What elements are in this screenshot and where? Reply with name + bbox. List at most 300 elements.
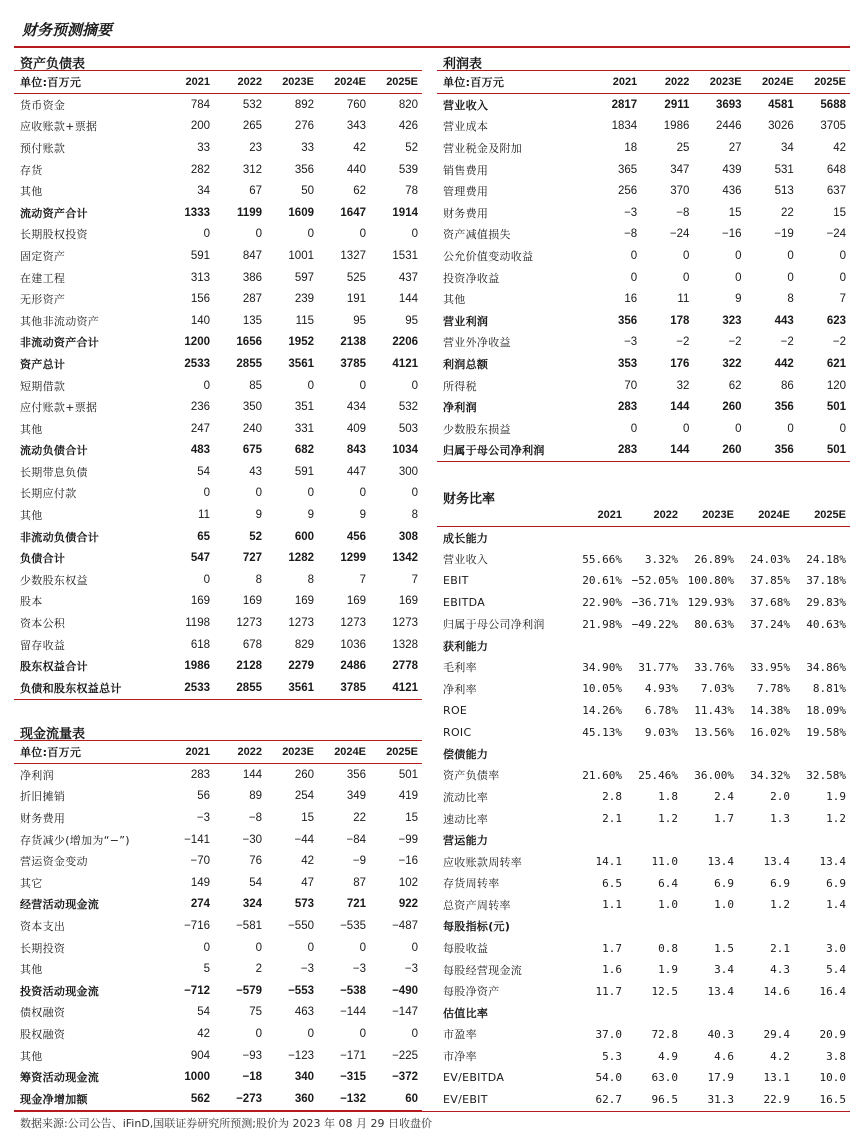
row-value: 2817 bbox=[611, 98, 638, 111]
row-value: 531 bbox=[774, 163, 794, 176]
row-value: 96.5 bbox=[651, 1092, 678, 1106]
table-row bbox=[14, 94, 422, 116]
row-value: 2128 bbox=[236, 660, 262, 673]
row-value bbox=[794, 1002, 850, 1024]
row-value: −16 bbox=[722, 228, 742, 241]
row-value: 20.9 bbox=[819, 1027, 846, 1041]
row-value: 322 bbox=[722, 357, 742, 370]
row-value: 14.1 bbox=[595, 855, 622, 869]
row-value: 8 bbox=[307, 573, 314, 586]
row-value: 1000 bbox=[184, 1071, 210, 1084]
row-value: −538 bbox=[340, 984, 366, 997]
row-value: 31.77% bbox=[638, 660, 678, 674]
row-value: 2138 bbox=[340, 336, 366, 349]
section-row bbox=[437, 916, 850, 938]
year-header: 2024E bbox=[318, 71, 370, 94]
table-row bbox=[14, 1045, 422, 1067]
row-value: 0 bbox=[630, 249, 638, 262]
row-value: 37.0 bbox=[595, 1027, 622, 1041]
row-value: 300 bbox=[398, 465, 418, 478]
row-value: −30 bbox=[242, 833, 262, 846]
row-value: 1328 bbox=[392, 638, 418, 651]
row-value: 19.58% bbox=[806, 725, 846, 739]
row-value: 23 bbox=[249, 141, 262, 154]
row-value: 0 bbox=[359, 941, 366, 954]
row-value: 351 bbox=[294, 401, 314, 414]
row-label: 少数股东权益 bbox=[20, 573, 88, 587]
row-value: 254 bbox=[294, 790, 314, 803]
row-value: 1.1 bbox=[602, 898, 622, 912]
table-row bbox=[437, 937, 850, 959]
row-label: 每股净资产 bbox=[443, 985, 500, 999]
row-value: 50 bbox=[301, 185, 314, 198]
row-value: 95 bbox=[353, 314, 366, 327]
row-value: 0 bbox=[359, 379, 366, 392]
table-row bbox=[437, 116, 850, 138]
row-value: 37.24% bbox=[750, 617, 790, 631]
table-row bbox=[437, 678, 850, 700]
ratios-panel bbox=[437, 484, 850, 1110]
column-header-row bbox=[437, 504, 850, 527]
row-label: 负债和股东权益总计 bbox=[14, 677, 162, 699]
row-label: 无形资产 bbox=[20, 293, 66, 307]
row-value: 2446 bbox=[715, 120, 742, 133]
table-row bbox=[14, 655, 422, 677]
table-row bbox=[437, 786, 850, 808]
row-value: 1986 bbox=[663, 120, 690, 133]
row-value: 260 bbox=[722, 401, 742, 414]
income-statement-table bbox=[437, 71, 850, 462]
row-value: 356 bbox=[294, 163, 314, 176]
row-label: EBIT bbox=[443, 574, 469, 588]
row-value: 22.9 bbox=[763, 1092, 790, 1106]
row-value: 3.8 bbox=[826, 1049, 846, 1063]
row-value: 434 bbox=[346, 401, 366, 414]
row-value: 200 bbox=[190, 120, 210, 133]
row-label: 总资产周转率 bbox=[443, 898, 511, 912]
row-value bbox=[682, 1002, 738, 1024]
table-row bbox=[14, 1002, 422, 1024]
row-value: −9 bbox=[352, 855, 366, 868]
row-value: 2.0 bbox=[770, 790, 790, 804]
row-value: 3785 bbox=[318, 677, 370, 699]
row-label: 财务费用 bbox=[443, 206, 489, 220]
row-value: 7 bbox=[839, 293, 846, 306]
row-value: 2778 bbox=[392, 660, 418, 673]
table-row bbox=[437, 180, 850, 202]
row-label: 归属于母公司净利润 bbox=[437, 440, 589, 462]
row-value: 760 bbox=[346, 98, 366, 111]
row-value: 36.00% bbox=[694, 768, 734, 782]
row-value: 3705 bbox=[820, 120, 846, 133]
row-value: 1.0 bbox=[658, 898, 678, 912]
year-header: 2023E bbox=[693, 71, 745, 94]
section-row bbox=[437, 1002, 850, 1024]
row-value: 13.56% bbox=[694, 725, 734, 739]
row-value: 2279 bbox=[288, 660, 314, 673]
row-value: 32.58% bbox=[806, 768, 846, 782]
row-value: −490 bbox=[392, 984, 418, 997]
row-label: 债权融资 bbox=[20, 1006, 66, 1020]
row-value: 1.4 bbox=[826, 898, 846, 912]
row-value: 80.63% bbox=[694, 617, 734, 631]
row-value: 33 bbox=[301, 141, 314, 154]
row-value: 236 bbox=[190, 401, 210, 414]
row-value: 539 bbox=[398, 163, 418, 176]
row-value: 0 bbox=[359, 487, 366, 500]
row-value: −716 bbox=[184, 919, 210, 932]
row-value: 440 bbox=[346, 163, 366, 176]
row-value: 144 bbox=[641, 440, 693, 462]
row-value: 323 bbox=[722, 314, 742, 327]
row-label: 管理费用 bbox=[443, 185, 489, 199]
row-value: 313 bbox=[190, 271, 210, 284]
row-value: 0 bbox=[787, 271, 794, 284]
row-value: −579 bbox=[236, 984, 262, 997]
row-value: 3785 bbox=[340, 357, 366, 370]
row-value bbox=[570, 829, 626, 851]
row-value: 13.4 bbox=[707, 984, 734, 998]
row-value: 892 bbox=[294, 98, 314, 111]
row-value: 525 bbox=[346, 271, 366, 284]
row-value: 52 bbox=[249, 530, 262, 543]
table-row bbox=[14, 1066, 422, 1088]
table-row bbox=[437, 592, 850, 614]
table-row bbox=[437, 765, 850, 787]
row-value: 409 bbox=[346, 422, 366, 435]
row-label: 毛利率 bbox=[443, 661, 477, 675]
row-value: 591 bbox=[294, 465, 314, 478]
row-label: 其他 bbox=[20, 963, 43, 977]
row-value: 3693 bbox=[715, 98, 742, 111]
row-value: 0 bbox=[255, 487, 262, 500]
table-row bbox=[14, 353, 422, 375]
row-value bbox=[626, 635, 682, 657]
row-label: 其他 bbox=[20, 422, 43, 436]
row-value: 1001 bbox=[288, 249, 314, 262]
row-value: 0 bbox=[359, 228, 366, 241]
year-header: 2023E bbox=[682, 504, 738, 527]
row-value: 10.05% bbox=[582, 682, 622, 696]
row-value: 11.7 bbox=[595, 984, 622, 998]
table-row bbox=[437, 94, 850, 116]
row-value: 4.2 bbox=[770, 1049, 790, 1063]
row-value: 4.3 bbox=[770, 963, 790, 977]
row-value bbox=[682, 635, 738, 657]
table-row bbox=[14, 461, 422, 483]
row-value: 1273 bbox=[340, 617, 366, 630]
row-value: 13.1 bbox=[763, 1071, 790, 1085]
row-value: 0 bbox=[787, 422, 794, 435]
row-value: 2.4 bbox=[714, 790, 734, 804]
table-row bbox=[14, 202, 422, 224]
table-row bbox=[14, 418, 422, 440]
row-value: 1834 bbox=[611, 120, 638, 133]
row-value: 33.76% bbox=[694, 660, 734, 674]
year-header: 2024E bbox=[318, 741, 370, 764]
row-value: −535 bbox=[340, 919, 366, 932]
row-value: 191 bbox=[346, 293, 366, 306]
row-value: 144 bbox=[242, 768, 262, 781]
row-value: 356 bbox=[618, 314, 638, 327]
row-value: −147 bbox=[392, 1006, 418, 1019]
row-label: 公允价值变动收益 bbox=[443, 249, 534, 263]
row-value: 8 bbox=[255, 573, 262, 586]
row-value bbox=[738, 1002, 794, 1024]
row-value: 2911 bbox=[664, 98, 690, 111]
row-value bbox=[794, 527, 850, 549]
row-label: 其他 bbox=[20, 1049, 43, 1063]
row-value: 29.4 bbox=[763, 1027, 790, 1041]
year-header: 2022 bbox=[626, 504, 682, 527]
row-value: −315 bbox=[340, 1071, 366, 1084]
row-value: 239 bbox=[294, 293, 314, 306]
row-value: 2533 bbox=[184, 357, 210, 370]
table-row bbox=[14, 504, 422, 526]
year-header: 2024E bbox=[738, 504, 794, 527]
year-header: 2025E bbox=[370, 741, 422, 764]
row-value: 0 bbox=[203, 941, 210, 954]
row-value: 149 bbox=[190, 876, 210, 889]
row-value: 115 bbox=[295, 314, 314, 327]
row-value bbox=[682, 916, 738, 938]
row-label: 估值比率 bbox=[443, 1006, 489, 1020]
row-value: 922 bbox=[398, 898, 418, 911]
row-value: 439 bbox=[722, 163, 742, 176]
row-value: 7 bbox=[411, 573, 418, 586]
row-value: 0 bbox=[307, 941, 314, 954]
row-value: 1198 bbox=[185, 617, 210, 630]
table-row bbox=[437, 959, 850, 981]
row-label: 长期投资 bbox=[20, 941, 66, 955]
row-value: 29.83% bbox=[806, 596, 846, 610]
row-value bbox=[738, 829, 794, 851]
unit-label: 单位:百万元 bbox=[14, 71, 162, 94]
row-value: 1273 bbox=[392, 617, 418, 630]
table-row bbox=[14, 894, 422, 916]
row-value: 0 bbox=[307, 379, 314, 392]
row-value: 4121 bbox=[392, 357, 418, 370]
row-value: 283 bbox=[589, 440, 641, 462]
row-value: 0 bbox=[307, 228, 314, 241]
table-row bbox=[14, 786, 422, 808]
row-value: 4121 bbox=[370, 677, 422, 699]
row-label: 预付账款 bbox=[20, 141, 66, 155]
row-value: 0 bbox=[682, 249, 690, 262]
row-value: 0 bbox=[203, 379, 210, 392]
row-value: 34.32% bbox=[750, 768, 790, 782]
row-value: 169 bbox=[346, 595, 366, 608]
row-value: 0 bbox=[682, 422, 690, 435]
row-value: 37.18% bbox=[806, 574, 846, 588]
row-value: 14.38% bbox=[750, 704, 790, 718]
row-value: 6.9 bbox=[826, 876, 846, 890]
row-label: 利润总额 bbox=[443, 357, 489, 371]
row-value: −3 bbox=[624, 336, 638, 349]
row-value: 356 bbox=[346, 768, 366, 781]
row-label: 销售费用 bbox=[443, 163, 489, 177]
row-value: 350 bbox=[242, 401, 262, 414]
income-statement-panel bbox=[437, 51, 850, 462]
table-row bbox=[14, 807, 422, 829]
row-value: 0 bbox=[255, 1027, 262, 1040]
row-label: 其他非流动资产 bbox=[20, 314, 100, 328]
table-row bbox=[14, 137, 422, 159]
row-value: 6.4 bbox=[658, 876, 678, 890]
row-value: 0.8 bbox=[658, 941, 678, 955]
row-value: −372 bbox=[392, 1071, 418, 1084]
row-value: −44 bbox=[294, 833, 314, 846]
table-row bbox=[437, 808, 850, 830]
row-label: 营运能力 bbox=[443, 834, 489, 848]
row-value: 8.81% bbox=[812, 682, 846, 696]
row-value: 26.89% bbox=[694, 552, 734, 566]
row-value: 532 bbox=[398, 401, 418, 414]
row-value: 6.5 bbox=[602, 876, 622, 890]
row-value bbox=[794, 829, 850, 851]
row-value: 144 bbox=[670, 401, 690, 414]
table-row bbox=[14, 958, 422, 980]
row-value: 0 bbox=[203, 228, 210, 241]
row-label: 应收账款+票据 bbox=[20, 120, 98, 134]
row-value: 15 bbox=[833, 206, 846, 219]
row-value: 21.98% bbox=[582, 617, 622, 631]
row-value: −18 bbox=[242, 1071, 262, 1084]
row-value: 5.4 bbox=[826, 963, 846, 977]
row-label: 市净率 bbox=[443, 1050, 477, 1064]
row-label: 营业收入 bbox=[443, 98, 489, 112]
row-value: −171 bbox=[340, 1049, 366, 1062]
row-value: −49.22% bbox=[631, 617, 678, 631]
row-value: 0 bbox=[839, 422, 846, 435]
row-label: 留存收益 bbox=[20, 638, 66, 652]
table-row bbox=[14, 159, 422, 181]
row-value: 436 bbox=[722, 185, 742, 198]
row-value: 1914 bbox=[392, 206, 418, 219]
row-value: −553 bbox=[288, 984, 314, 997]
row-value: 0 bbox=[735, 422, 742, 435]
row-value: 42 bbox=[353, 141, 366, 154]
row-value: 274 bbox=[190, 898, 210, 911]
table-row bbox=[14, 1088, 422, 1110]
table-row bbox=[437, 440, 850, 462]
table-row bbox=[437, 721, 850, 743]
row-value: 3.4 bbox=[714, 963, 734, 977]
row-label: 营运资金变动 bbox=[20, 855, 88, 869]
section-row bbox=[437, 527, 850, 549]
table-row bbox=[437, 159, 850, 181]
row-label: 少数股东损益 bbox=[443, 422, 511, 436]
row-label: 净利润 bbox=[443, 401, 477, 415]
row-value: 0 bbox=[735, 271, 742, 284]
row-label: ROIC bbox=[443, 725, 472, 739]
row-label: 长期应付款 bbox=[20, 487, 77, 501]
row-value: 13.4 bbox=[707, 855, 734, 869]
balance-sheet-title: 资产负债表 bbox=[14, 51, 422, 71]
table-row bbox=[14, 980, 422, 1002]
row-value: −487 bbox=[392, 919, 418, 932]
row-value: −225 bbox=[392, 1049, 418, 1062]
row-value: 501 bbox=[398, 768, 418, 781]
row-value: 347 bbox=[670, 163, 690, 176]
row-value: 78 bbox=[405, 185, 418, 198]
row-value: 260 bbox=[294, 768, 314, 781]
row-value: 2206 bbox=[392, 336, 418, 349]
row-value: 34.90% bbox=[582, 660, 622, 674]
row-value: 16.4 bbox=[819, 984, 846, 998]
row-value: 10.0 bbox=[819, 1071, 846, 1085]
row-value: 591 bbox=[190, 249, 210, 262]
row-value: 0 bbox=[255, 228, 262, 241]
row-label: 投资活动现金流 bbox=[20, 984, 100, 998]
table-row bbox=[437, 980, 850, 1002]
row-value: 0 bbox=[411, 379, 418, 392]
row-value: 3026 bbox=[768, 120, 794, 133]
row-value: −93 bbox=[242, 1049, 262, 1062]
row-value: 2 bbox=[255, 963, 262, 976]
row-value bbox=[570, 527, 626, 549]
row-value: 2.1 bbox=[770, 941, 790, 955]
row-value: 40.3 bbox=[707, 1027, 734, 1041]
row-value: 442 bbox=[774, 357, 794, 370]
row-value: 456 bbox=[346, 530, 366, 543]
table-row bbox=[14, 483, 422, 505]
row-value: 156 bbox=[190, 293, 210, 306]
row-value: 178 bbox=[670, 314, 690, 327]
row-label: 成长能力 bbox=[443, 531, 489, 545]
row-label: 经营活动现金流 bbox=[20, 898, 100, 912]
row-label: 营业外净收益 bbox=[443, 336, 511, 350]
row-value: 7.78% bbox=[756, 682, 790, 696]
row-value: −2 bbox=[780, 336, 794, 349]
row-value: 0 bbox=[630, 271, 638, 284]
row-value: 129.93% bbox=[687, 596, 734, 610]
row-label: 速动比率 bbox=[443, 812, 489, 826]
row-value: 8 bbox=[411, 509, 418, 522]
row-label: EBITDA bbox=[443, 596, 486, 610]
section-row bbox=[437, 829, 850, 851]
table-row bbox=[14, 116, 422, 138]
row-value: 1034 bbox=[392, 444, 418, 457]
balance-sheet-panel bbox=[14, 51, 422, 700]
table-row bbox=[14, 612, 422, 634]
row-value: 597 bbox=[294, 271, 314, 284]
row-value: 32 bbox=[676, 379, 690, 392]
row-value: 426 bbox=[398, 120, 418, 133]
row-value: 0 bbox=[307, 1027, 314, 1040]
row-value: 169 bbox=[190, 595, 210, 608]
row-value: 9 bbox=[255, 509, 262, 522]
row-value: 3561 bbox=[288, 357, 314, 370]
row-value: 176 bbox=[670, 357, 690, 370]
row-value: 0 bbox=[735, 249, 742, 262]
row-value: 14.26% bbox=[582, 704, 622, 718]
row-label: 所得税 bbox=[443, 379, 477, 393]
row-label: 应收账款周转率 bbox=[443, 855, 523, 869]
row-value: 1.2 bbox=[770, 898, 790, 912]
row-value: 356 bbox=[774, 401, 794, 414]
row-value: 727 bbox=[242, 552, 262, 565]
row-value: 14.6 bbox=[763, 984, 790, 998]
row-value: 447 bbox=[346, 465, 366, 478]
row-label: 其他 bbox=[443, 293, 466, 307]
row-value: 3561 bbox=[266, 677, 318, 699]
row-value: 501 bbox=[826, 401, 846, 414]
row-value: 1647 bbox=[340, 206, 366, 219]
row-value: 256 bbox=[618, 185, 638, 198]
row-value: 54 bbox=[197, 1006, 210, 1019]
row-label: 在建工程 bbox=[20, 271, 66, 285]
